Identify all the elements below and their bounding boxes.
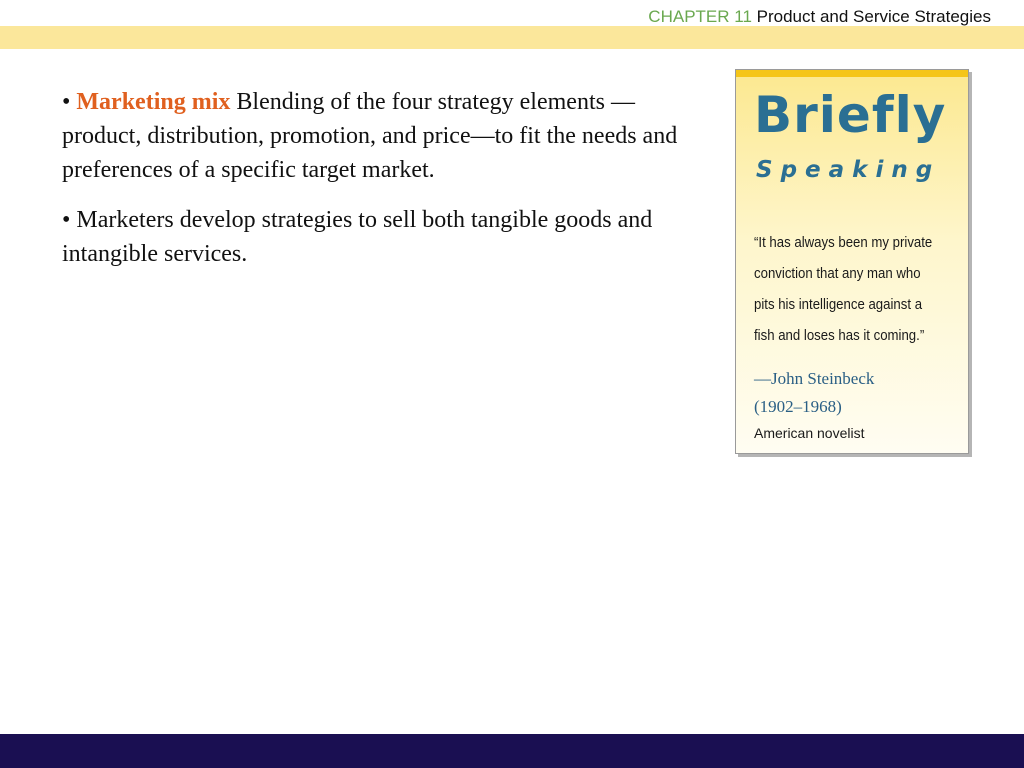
term-marketing-mix: Marketing mix	[76, 89, 231, 115]
author-name: —John Steinbeck	[754, 369, 875, 388]
header-band	[0, 26, 1024, 49]
page-title	[648, 7, 991, 27]
callout-subtitle: Speaking	[756, 157, 941, 183]
callout-title: Briefly	[754, 86, 947, 144]
briefly-speaking-callout	[735, 69, 969, 454]
callout-quote: “It has always been my private conviction that any man who pits his intelligence against a fish and loses has it coming.”	[754, 234, 933, 344]
author-years: (1902–1968)	[754, 397, 842, 416]
chapter-title: Product and Service Strategies	[756, 7, 991, 26]
definition-text: Blending of the four strategy elements —product, distribution, promotion, and price—to fit the needs and preferences of a specific target market.	[62, 89, 678, 183]
callout-top-bar	[736, 70, 968, 77]
bullet-strategies: • Marketers develop strategies to sell both tangible goods and intangible services.	[62, 207, 653, 267]
footer-band	[0, 734, 1024, 768]
bullet-text: Marketers develop strategies to sell both tangible goods and intangible services.	[62, 207, 653, 267]
slide-body	[62, 85, 712, 287]
callout-author	[754, 365, 964, 421]
bullet-marketing-mix: • Marketing mix Blending of the four strategy elements —product, distribution, promotion, and price—to fit the needs and preferences of a specific target market.	[62, 89, 678, 183]
chapter-label: CHAPTER 11	[648, 7, 752, 26]
author-description: American novelist	[754, 425, 865, 441]
